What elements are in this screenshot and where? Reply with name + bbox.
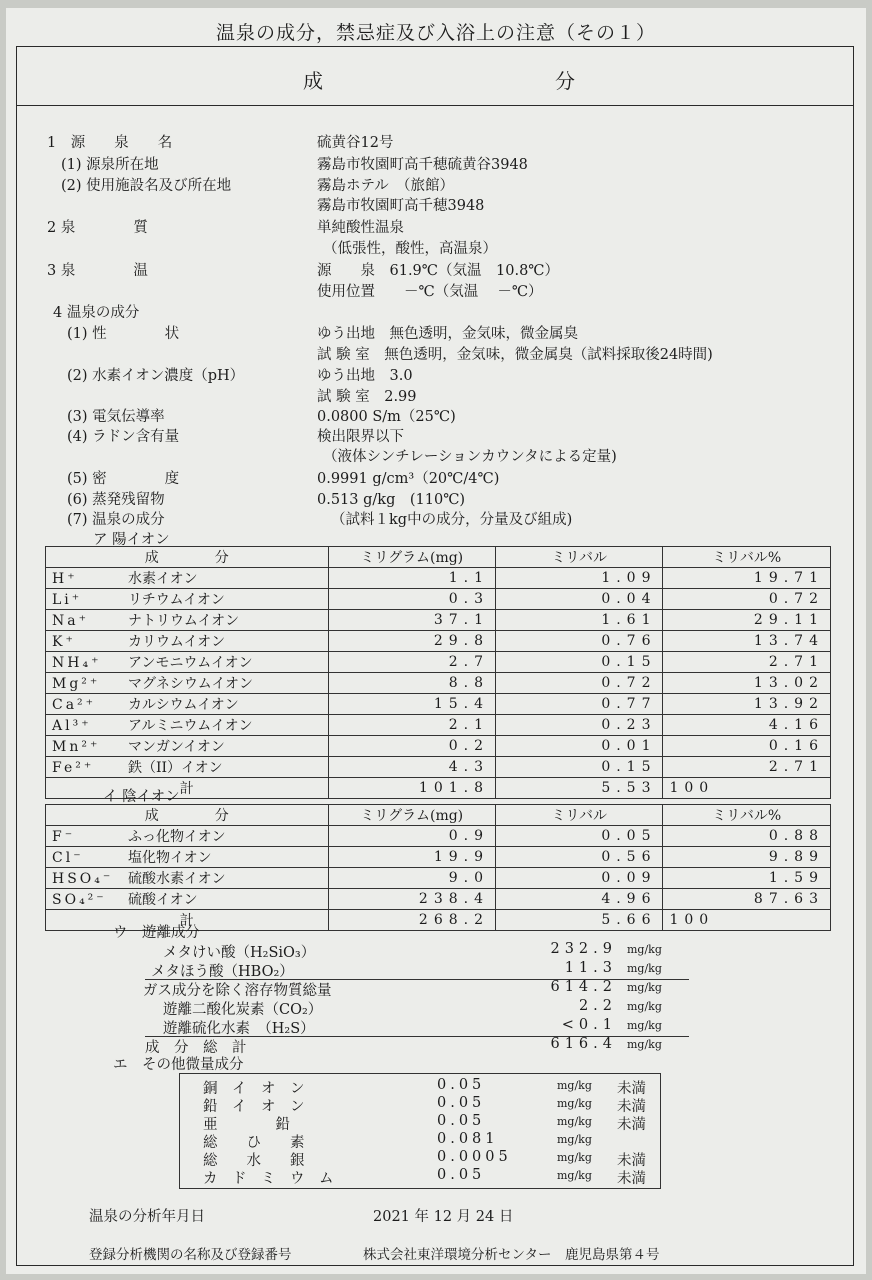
free-item-name: 遊離硫化水素 （H₂S） [163,1021,315,1037]
total-mval: 5.66 [496,910,663,931]
ion-mg: 19.9 [328,847,495,868]
free-item-value: <0.1 [561,1017,617,1033]
trace-item-name: 亜 鉛 [203,1117,290,1133]
free-item-value: 11.3 [564,960,617,976]
ion-symbol: Al³⁺ [52,718,92,734]
quality-value: 単純酸性温泉 [317,220,404,236]
ion-pct: 19.71 [663,568,831,589]
table-row [46,736,831,757]
free-item-unit: mg/kg [627,1038,662,1051]
col-component: 成 分 [46,805,329,826]
ion-mval: 0.77 [496,694,663,715]
facility-address: 霧島市牧園町高千穂3948 [317,198,485,214]
trace-item-unit: mg/kg [557,1133,592,1146]
radon-method: （液体シンチレーションカウンタによる定量) [323,449,617,465]
ion-pct: 2.71 [663,652,831,673]
ion-pct: 0.88 [663,826,831,847]
trace-item-note: 未満 [617,1081,646,1097]
trace-item-value: 0.05 [437,1077,486,1093]
ion-mg: 0.2 [328,736,495,757]
table-row [46,673,831,694]
trace-item-unit: mg/kg [557,1115,592,1128]
header-right: 分 [555,69,575,93]
ion-mval: 0.04 [496,589,663,610]
conductivity-label: (3) 電気伝導率 [67,409,165,425]
conductivity-value: 0.0800 S/m（25℃) [317,409,456,425]
component-label: (7) 温泉の成分 [67,512,165,528]
ion-symbol: F⁻ [52,829,76,845]
table-row [46,847,831,868]
analysis-date-label: 温泉の分析年月日 [89,1209,205,1225]
ion-symbol: K⁺ [52,634,76,650]
ion-name: ふっ化物イオン [128,829,226,845]
table-row [46,631,831,652]
components-heading: 4 温泉の成分 [53,305,140,321]
free-item-unit: mg/kg [627,1000,662,1013]
ion-symbol: Cl⁻ [52,850,84,866]
trace-item-unit: mg/kg [557,1169,592,1182]
source-name-label: 1 源 泉 名 [47,135,173,151]
header-left: 成 [303,69,323,93]
col-mg: ミリグラム(mg) [328,547,495,568]
ion-mval: 0.01 [496,736,663,757]
free-item-value: 2.2 [578,998,617,1014]
trace-item-unit: mg/kg [557,1079,592,1092]
ion-pct: 87.63 [663,889,831,910]
ion-cell [46,631,329,652]
ph-value: ゆう出地 3.0 [317,368,413,384]
density-value: 0.9991 g/cm³（20℃/4℃) [317,471,500,487]
ion-symbol: Ca²⁺ [52,697,97,713]
ion-cell [46,715,329,736]
free-item-unit: mg/kg [627,981,662,994]
col-component: 成 分 [46,547,329,568]
ion-mval: 0.72 [496,673,663,694]
ion-pct: 13.74 [663,631,831,652]
residue-label: (6) 蒸発残留物 [67,492,165,508]
table-row [46,652,831,673]
properties-lab: 試 験 室 無色透明，金気味，微金属臭（試料採取後24時間) [317,347,713,363]
ion-mval: 0.76 [496,631,663,652]
trace-item-value: 0.05 [437,1113,486,1129]
ion-name: 硫酸水素イオン [128,871,226,887]
free-item-unit: mg/kg [627,1019,662,1032]
trace-item-note: 未満 [617,1117,646,1133]
radon-label: (4) ラドン含有量 [67,429,180,445]
ion-pct: 13.02 [663,673,831,694]
table-row [46,694,831,715]
ion-symbol: HSO₄⁻ [52,871,114,887]
ion-mg: 2.7 [328,652,495,673]
ion-symbol: Mg²⁺ [52,676,101,692]
free-item-name: メタほう酸（HBO₂） [151,964,294,980]
ion-cell [46,868,329,889]
ion-mg: 9.0 [328,868,495,889]
ion-mg: 15.4 [328,694,495,715]
ion-name: 水素イオン [128,571,198,587]
content-frame [16,46,854,1266]
col-pct: ミリバル% [663,547,831,568]
ion-mg: 0.9 [328,826,495,847]
ion-cell [46,589,329,610]
ion-pct: 0.16 [663,736,831,757]
trace-item-name: 総 水 銀 [203,1153,305,1169]
ion-mval: 0.15 [496,652,663,673]
anion-table [45,804,831,931]
cations-heading: ア 陽イオン [93,532,170,548]
ion-name: リチウムイオン [128,592,225,608]
ion-name: ナトリウムイオン [128,613,240,629]
anions-heading: イ 陰イオン [103,789,180,805]
ion-cell [46,847,329,868]
free-item-value: 232.9 [550,941,617,957]
ion-pct: 4.16 [663,715,831,736]
ion-name: カリウムイオン [128,634,226,650]
ion-name: カルシウムイオン [128,697,239,713]
density-label: (5) 密 度 [67,471,180,487]
ph-lab: 試 験 室 2.99 [317,389,417,405]
ion-mval: 4.96 [496,889,663,910]
free-item-name: 成 分 総 計 [145,1040,247,1056]
ion-pct: 1.59 [663,868,831,889]
ion-cell [46,826,329,847]
quality-detail: （低張性，酸性，高温泉） [323,241,497,257]
ion-name: アルミニウムイオン [128,718,253,734]
col-mval: ミリバル [496,805,663,826]
quality-label: 2 泉 質 [47,220,148,236]
ion-cell [46,673,329,694]
free-item-unit: mg/kg [627,943,662,956]
ion-pct: 9.89 [663,847,831,868]
trace-item-value: 0.05 [437,1167,486,1183]
trace-item-unit: mg/kg [557,1151,592,1164]
ion-cell [46,736,329,757]
ion-pct: 13.92 [663,694,831,715]
ion-mval: 0.09 [496,868,663,889]
ion-mg: 238.4 [328,889,495,910]
source-location-value: 霧島市牧園町高千穂硫黄谷3948 [317,157,528,173]
ion-cell [46,568,329,589]
table-row [46,826,831,847]
section-header [17,47,853,106]
ion-mval: 0.15 [496,757,663,778]
ion-mg: 0.3 [328,589,495,610]
free-item-value: 614.2 [550,979,617,995]
properties-value: ゆう出地 無色透明，金気味，微金属臭 [317,326,578,342]
ion-name: マグネシウムイオン [128,676,254,692]
ion-mval: 0.23 [496,715,663,736]
table-row [46,715,831,736]
ion-pct: 2.71 [663,757,831,778]
properties-label: (1) 性 状 [67,326,180,342]
temperature-usage: 使用位置 －℃（気温 －℃） [317,284,543,300]
ion-mg: 4.3 [328,757,495,778]
ion-name: 塩化物イオン [128,850,212,866]
ion-name: 硫酸イオン [128,892,198,908]
trace-item-name: 銅 イ オ ン [203,1081,305,1097]
ion-mg: 8.8 [328,673,495,694]
ion-mg: 29.8 [328,631,495,652]
ion-symbol: SO₄²⁻ [52,892,107,908]
cation-table [45,546,831,799]
trace-item-note: 未満 [617,1171,646,1187]
ion-cell [46,652,329,673]
ion-pct: 0.72 [663,589,831,610]
total-mval: 5.53 [496,778,663,799]
table-row [46,610,831,631]
total-label: 計 [46,778,329,799]
trace-item-name: 鉛 イ オ ン [203,1099,305,1115]
trace-item-value: 0.0005 [437,1149,512,1165]
ion-mg: 2.1 [328,715,495,736]
temperature-label: 3 泉 温 [47,263,148,279]
source-name-value: 硫黄谷12号 [317,135,394,151]
document-title: 温泉の成分，禁忌症及び入浴上の注意（その１） [215,22,656,44]
ion-symbol: Na⁺ [52,613,89,629]
free-item-name: 遊離二酸化炭素（CO₂） [163,1002,323,1018]
ion-symbol: Li⁺ [52,592,83,608]
trace-item-unit: mg/kg [557,1097,592,1110]
source-location-label: (1) 源泉所在地 [61,157,159,173]
ion-symbol: Fe²⁺ [52,760,95,776]
total-pct: 100 [663,778,831,799]
temperature-value: 源 泉 61.9℃（気温 10.8℃） [317,263,560,279]
ion-mval: 0.05 [496,826,663,847]
table-row [46,757,831,778]
trace-item-note: 未満 [617,1099,646,1115]
ion-symbol: H⁺ [52,571,78,587]
ion-mval: 1.61 [496,610,663,631]
residue-value: 0.513 g/kg (110℃) [317,492,466,508]
ion-name: マンガンイオン [128,739,225,755]
trace-item-value: 0.05 [437,1095,486,1111]
trace-item-value: 0.081 [437,1131,499,1147]
ion-symbol: NH₄⁺ [52,655,102,671]
radon-value: 検出限界以下 [317,429,404,445]
table-row [46,868,831,889]
document-sheet [6,8,866,1274]
ion-symbol: Mn²⁺ [52,739,101,755]
trace-item-name: カ ド ミ ウ ム [203,1171,334,1187]
col-mval: ミリバル [496,547,663,568]
ion-pct: 29.11 [663,610,831,631]
total-label: 計 [46,910,329,931]
col-mg: ミリグラム(mg) [328,805,495,826]
free-item-unit: mg/kg [627,962,662,975]
free-heading: ウ 遊離成分 [113,925,200,941]
total-pct: 100 [663,910,831,931]
free-item-name: ガス成分を除く溶存物質総量 [143,983,332,999]
registration-label: 登録分析機関の名称及び登録番号 [89,1247,292,1263]
ph-label: (2) 水素イオン濃度（pH） [67,368,245,384]
ion-name: 鉄（II）イオン [128,760,223,776]
ion-cell [46,610,329,631]
ion-mg: 37.1 [328,610,495,631]
total-mg: 101.8 [328,778,495,799]
component-value: （試料１kg中の成分，分量及び組成) [331,512,573,528]
total-mg: 268.2 [328,910,495,931]
trace-heading: エ その他微量成分 [113,1057,244,1073]
table-row [46,568,831,589]
facility-label: (2) 使用施設名及び所在地 [61,178,232,194]
ion-cell [46,757,329,778]
table-row [46,589,831,610]
facility-value: 霧島ホテル （旅館） [317,178,455,194]
registration-value: 株式会社東洋環境分析センター 鹿児島県第４号 [363,1247,660,1263]
ion-cell [46,889,329,910]
ion-mval: 0.56 [496,847,663,868]
ion-name: アンモニウムイオン [128,655,253,671]
trace-item-note: 未満 [617,1153,646,1169]
analysis-date-value: 2021 年 12 月 24 日 [373,1209,514,1225]
col-pct: ミリバル% [663,805,831,826]
ion-cell [46,694,329,715]
ion-mval: 1.09 [496,568,663,589]
trace-item-name: 総 ひ 素 [203,1135,305,1151]
free-item-value: 616.4 [550,1036,617,1052]
ion-mg: 1.1 [328,568,495,589]
table-row [46,889,831,910]
free-item-name: メタけい酸（H₂SiO₃） [163,945,316,961]
